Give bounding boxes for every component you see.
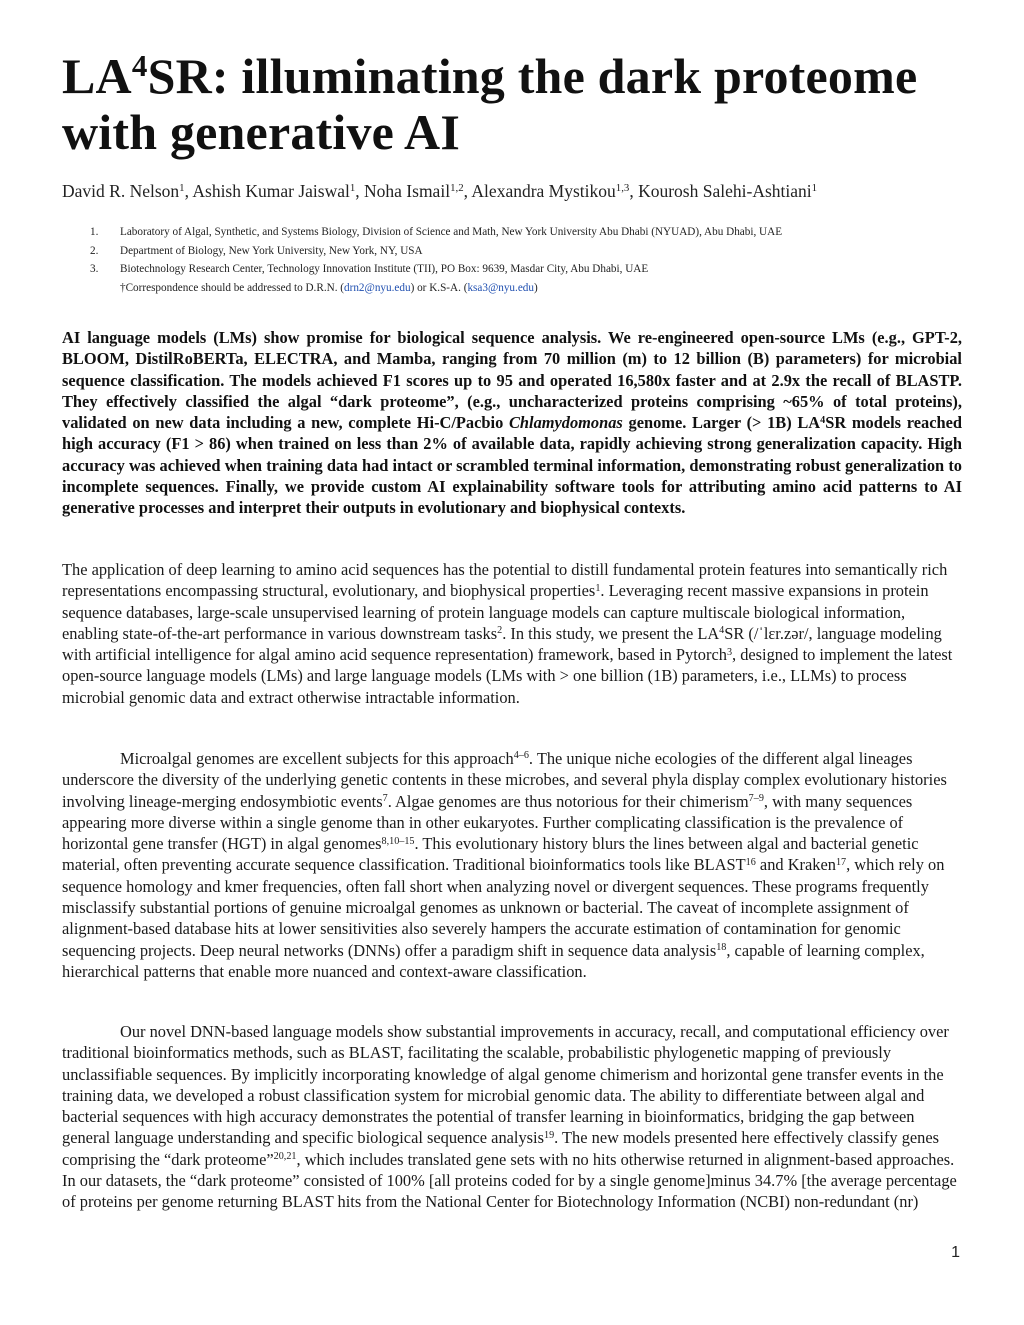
citation-ref: 4–6	[513, 750, 529, 762]
abstract-text: AI language models (LMs) show promise for biological sequence analysis. We re-engineered open-source LMs (e.g., GPT-2, BLOOM, DistilRoBERTa, ELECTRA, and Mamba, ranging from 70 million (m) to 12 billion (B) parameters) for microbial sequence classification. The models achieved F1 scores up to 95 and operated 16,580x faster and at 2.9x the recall of BLASTP. They effectively classified the algal “dark proteome”, (e.g., uncharacterized proteins comprising ~65% of total proteins), validated on new data including a new, complete Hi-C/Pacbio	[62, 328, 962, 433]
paragraph-text: , with many sequences appearing more diverse within a single genome than in other eukaryotes. Further complicating classification is the prevalence of horizontal gene transfer (HGT) in algal genomes	[62, 791, 913, 854]
email-link-drn2[interactable]: drn2@nyu.edu	[344, 281, 411, 294]
paragraph-text: , which includes translated gene sets with no hits otherwise returned in alignment-based approaches. In our datasets, the “dark proteome” consisted of 100% [all proteins coded for by a single genome]minus 34.7% [the average percentage of proteins per genome returning BLAST hits from the National Center for Biotechnology Information (NCBI) non-redundant (nr)	[62, 1149, 957, 1212]
author-name: Kourosh Salehi-Ashtiani	[638, 181, 812, 201]
citation-ref: 7–9	[748, 793, 764, 805]
affiliation-list	[90, 223, 990, 297]
abstract-species-name: Chlamydomonas	[508, 413, 623, 433]
paper-title	[62, 48, 962, 160]
author-separator: ,	[629, 181, 639, 201]
correspondence-middle: ) or K.S-A. (	[410, 281, 468, 294]
paragraph-text: , which rely on sequence homology and kmer frequencies, often fall short when analyzing novel or divergent sequences. These programs frequently misclassify substantial portions of genuine microalgal genomes as unknown or bacterial. The caveat of incomplete assignment of alignment-based database hits at lower sensitivities also severely hampers the accurate estimation of contamination for genomic sequencing projects. Deep neural networks (DNNs) offer a paradigm shift in sequence data analysis	[62, 855, 945, 960]
correspondence-note	[90, 279, 990, 298]
affiliation-text: Laboratory of Algal, Synthetic, and Systems Biology, Division of Science and Math, New York University Abu Dhabi (NYUAD), Abu Dhabi, UAE	[120, 226, 783, 238]
paragraph-text: , capable of learning complex, hierarchical patterns that enable more nuanced and context-aware classification.	[62, 940, 925, 981]
paragraph-text: Our novel DNN-based language models show substantial improvements in accuracy, recall, and computational efficiency over traditional bioinformatics methods, such as BLAST, facilitating the scalable, probabilistic phylogenetic mapping of previously unclassifiable sequences. By implicitly incorporating knowledge of algal genome chimerism and horizontal gene transfer events in the training data, we developed a robust classification system for microbial genomic data. The ability to differentiate between algal and bacterial sequences with high accuracy demonstrates the potential of transfer learning in bioinformatics, bridging the gap between general language understanding and specific biological sequence analysis	[62, 1022, 949, 1148]
citation-ref: 2	[497, 625, 503, 637]
citation-ref: 17	[835, 856, 847, 868]
author-separator: ,	[355, 181, 365, 201]
citation-ref: 8,10–15	[381, 835, 415, 847]
affiliation-text: Department of Biology, New York University, New York, NY, USA	[120, 244, 423, 257]
affiliation-number: 2.	[90, 244, 99, 257]
paragraph-text: Microalgal genomes are excellent subjects for this approach	[120, 749, 514, 768]
author-name: Ashish Kumar Jaiswal	[192, 181, 350, 201]
author	[638, 181, 817, 201]
correspondence-prefix: †Correspondence should be addressed to D.R.N. (	[120, 281, 345, 294]
citation-ref: 19	[543, 1129, 555, 1141]
paragraph-text: . The unique niche ecologies of the different algal lineages underscore the diversity of the underlying genetic contents in these microbes, and several phyla display complex evolutionary histories involving lineage-merging endosymbiotic events	[62, 749, 947, 811]
abstract-text: genome. Larger (> 1B) LA	[622, 413, 821, 433]
affiliation-number: 3.	[90, 263, 99, 275]
affiliation-item	[90, 223, 990, 242]
author	[192, 181, 364, 201]
body-paragraph-2	[62, 748, 962, 982]
abstract-superscript: 4	[820, 414, 826, 426]
citation-ref: 1	[595, 582, 601, 594]
author-affiliation: 1,3	[615, 182, 630, 195]
affiliation-text: Biotechnology Research Center, Technology Innovation Institute (TII), PO Box: 9639, Masdar City, Abu Dhabi, UAE	[120, 263, 649, 275]
author-affiliation: 1,2	[450, 182, 464, 195]
body-paragraph-3	[62, 1021, 962, 1213]
title-part-2: SR: illuminating the dark proteome with generative AI	[62, 48, 918, 160]
paragraph-text: . Algae genomes are thus notorious for their chimerism	[387, 791, 749, 811]
citation-ref: 7	[382, 793, 388, 805]
citation-ref: 3	[726, 646, 733, 658]
paragraph-text: SR (/ˈlɛr.zər/, language modeling with artificial intelligence for algal amino acid sequence representation) framework, based in Pytorch	[62, 623, 942, 665]
abstract-text: SR models reached high accuracy (F1 > 86) when trained on less than 2% of available data, rapidly achieving strong generalization capacity. High accuracy was achieved when training data had intact or scrambled terminal information, demonstrating robust generalization to incomplete sequences. Finally, we provide custom AI explainability software tools for attributing amino acid patterns to AI generative processes and interpret their outputs in evolutionary and biophysical contexts.	[62, 413, 962, 518]
affiliation-number: 1.	[90, 226, 99, 238]
name-superscript: 4	[719, 625, 725, 637]
abstract	[62, 327, 962, 519]
paragraph-text: . This evolutionary history blurs the lines between algal and bacterial genetic material, often preventing accurate sequence classification. Traditional bioinformatics tools like BLAST	[62, 834, 919, 875]
author-list	[62, 179, 1002, 203]
paragraph-text: The application of deep learning to amino acid sequences has the potential to distill fundamental protein features into semantically rich representations encompassing structural, evolutionary, and biophysical properties	[62, 560, 948, 601]
author	[62, 181, 192, 201]
citation-ref: 18	[716, 942, 727, 954]
affiliation-item	[90, 242, 990, 261]
author-affiliation: 1	[179, 182, 185, 195]
author-affiliation: 1	[349, 182, 356, 195]
email-link-ksa3[interactable]: ksa3@nyu.edu	[467, 281, 534, 294]
paragraph-text: , designed to implement the latest open-source language models (LMs) and large language models (LMs with > one billion (1B) parameters, i.e., LLMs) to process microbial genomic data and extract otherwise intractable information.	[62, 645, 953, 707]
author-affiliation: 1	[811, 182, 818, 195]
author-separator: ,	[463, 181, 472, 201]
author-name: David R. Nelson	[62, 181, 180, 201]
citation-ref: 16	[745, 856, 756, 868]
title-superscript: 4	[131, 47, 148, 83]
paragraph-text: . In this study, we present the LA	[502, 623, 720, 643]
author-name: Alexandra Mystikou	[471, 181, 616, 201]
body-paragraph-1	[62, 559, 962, 708]
paragraph-text: . Leveraging recent massive expansions in protein sequence databases, large-scale unsupervised learning of protein language models can capture multiscale biological information, enabling state-of-the-art performance in various downstream tasks	[62, 581, 929, 643]
citation-ref: 20,21	[273, 1151, 297, 1163]
author	[364, 181, 471, 201]
paragraph-text: and Kraken	[755, 855, 836, 875]
affiliation-item	[90, 260, 990, 279]
author-separator: ,	[184, 181, 193, 201]
page-number: 1	[951, 1244, 960, 1261]
paragraph-text: . The new models presented here effectively classify genes comprising the “dark proteome”	[62, 1128, 940, 1169]
author-name: Noha Ismail	[364, 181, 451, 201]
author	[471, 181, 638, 201]
title-part-1: LA	[62, 48, 132, 104]
correspondence-suffix: )	[533, 281, 538, 294]
